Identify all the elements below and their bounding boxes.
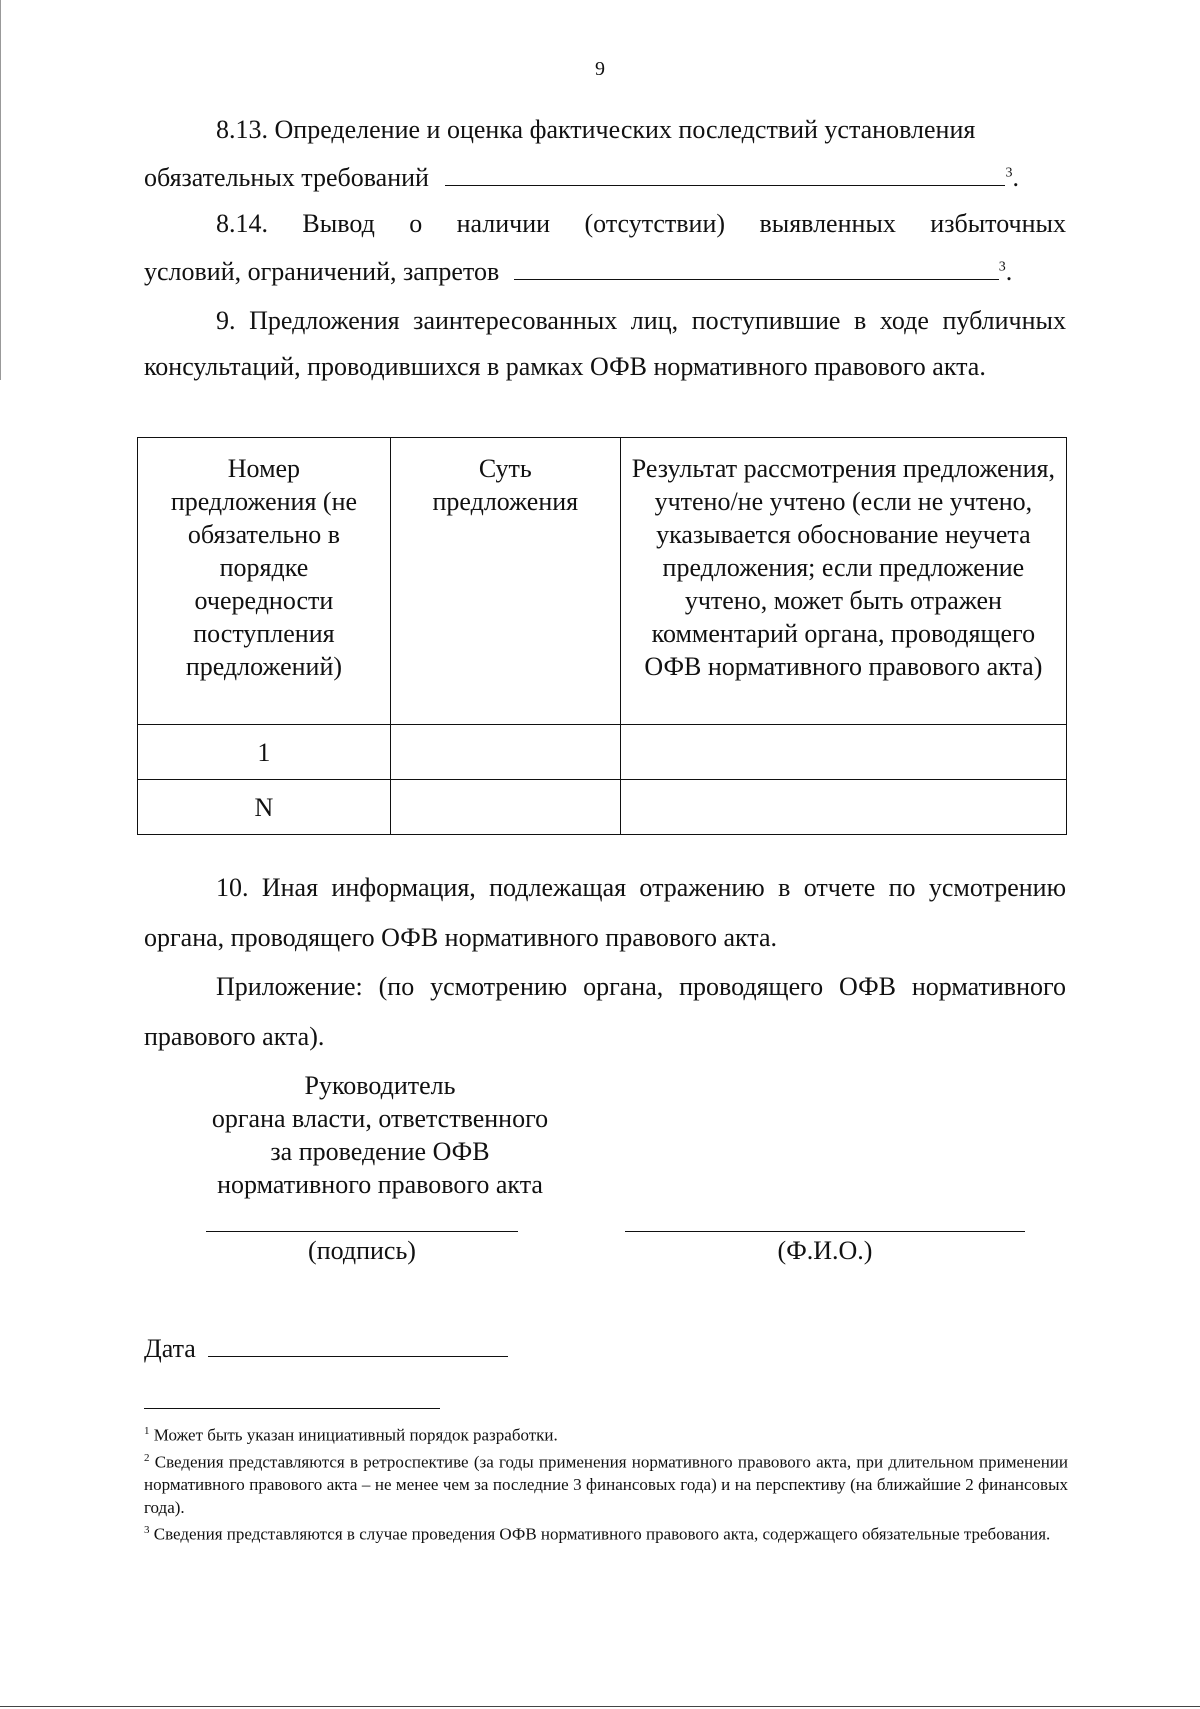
proposals-table (137, 437, 1067, 835)
section-8-13-blank (445, 161, 1005, 186)
table-row (138, 725, 1067, 780)
section-10: 10. Иная информация, подлежащая отражению в отчете по усмотрению органа, проводящего ОФВ нормативного правового акта. (144, 873, 1066, 952)
header-essence: Суть предложения (390, 438, 620, 725)
signature-label: (подпись) (308, 1236, 416, 1265)
signature-line (206, 1231, 518, 1232)
section-8-14-line1: 8.14. Вывод о наличии (отсутствии) выявленных избыточных (216, 209, 1066, 238)
signature-title-line: Руководитель (304, 1071, 456, 1100)
signature-title-line: нормативного правового акта (217, 1170, 543, 1199)
table-cell (620, 780, 1066, 835)
footnote (144, 1420, 1068, 1447)
signature-title-line: органа власти, ответственного (211, 1104, 549, 1133)
scan-bottom-edge (0, 1706, 1200, 1707)
table-cell (390, 725, 620, 780)
header-result: Результат рассмотрения предложения, учтено/не учтено (если не учтено, указывается обоснование неучета предложения; если предложение учтено, может быть отражен комментарий органа, проводящего ОФВ нормативного правового акта) (620, 438, 1066, 725)
footnote-ref: 3 (1005, 165, 1013, 181)
section-8-13-line1: 8.13. Определение и оценка фактических последствий установления (216, 115, 976, 144)
section-8-14-end: . (1005, 257, 1013, 286)
date-label: Дата (144, 1334, 196, 1363)
table-cell (390, 780, 620, 835)
footnote-number: 1 (144, 1425, 150, 1437)
footnote-text: Может быть указан инициативный порядок разработки. (153, 1425, 558, 1445)
footnote-number: 3 (144, 1524, 150, 1537)
footnote-ref: 3 (998, 259, 1006, 275)
footnote (144, 1447, 1068, 1520)
section-8-13-end: . (1012, 163, 1019, 192)
section-8-13-line2 (144, 161, 1019, 193)
section-8-14-blank (514, 255, 999, 280)
footnotes (144, 1420, 1068, 1546)
name-line (625, 1231, 1025, 1232)
section-9: 9. Предложения заинтересованных лиц, поступившие в ходе публичных консультаций, проводившихся в рамках ОФВ нормативного правового акта. (144, 306, 1066, 381)
table-header-row (138, 438, 1067, 725)
table-cell: 1 (138, 725, 391, 780)
footnote-separator (144, 1408, 440, 1409)
footnote-text: Сведения представляются в случае проведения ОФВ нормативного правового акта, содержащего обязательные требования. (153, 1524, 1051, 1544)
date-blank (208, 1332, 508, 1357)
section-8-14-line2 (144, 255, 1012, 287)
section-8-13-cont: обязательных требований (144, 163, 429, 192)
table-row (138, 780, 1067, 835)
header-number: Номер предложения (не обязательно в порядке очередности поступления предложений) (138, 438, 391, 725)
table-cell: N (138, 780, 391, 835)
page-number: 9 (595, 58, 605, 80)
signature-title (150, 1069, 610, 1201)
footnote-text: Сведения представляются в ретроспективе (за годы применения нормативного правового акта, при длительном применении нормативного правового акта – не менее чем за последние 3 финансовых года) и на перспективу (на ближайшие 2 финансовых года). (144, 1452, 1068, 1518)
name-label: (Ф.И.О.) (777, 1236, 873, 1265)
appendix: Приложение: (по усмотрению органа, проводящего ОФВ нормативного правового акта). (144, 972, 1066, 1051)
signature-title-line: за проведение ОФВ (270, 1137, 490, 1166)
section-8-14-cont: условий, ограничений, запретов (144, 257, 500, 286)
table-cell (620, 725, 1066, 780)
footnote-number: 2 (144, 1451, 150, 1464)
scan-edge-mark (0, 0, 3, 380)
date-field (144, 1332, 508, 1364)
footnote (144, 1519, 1068, 1546)
